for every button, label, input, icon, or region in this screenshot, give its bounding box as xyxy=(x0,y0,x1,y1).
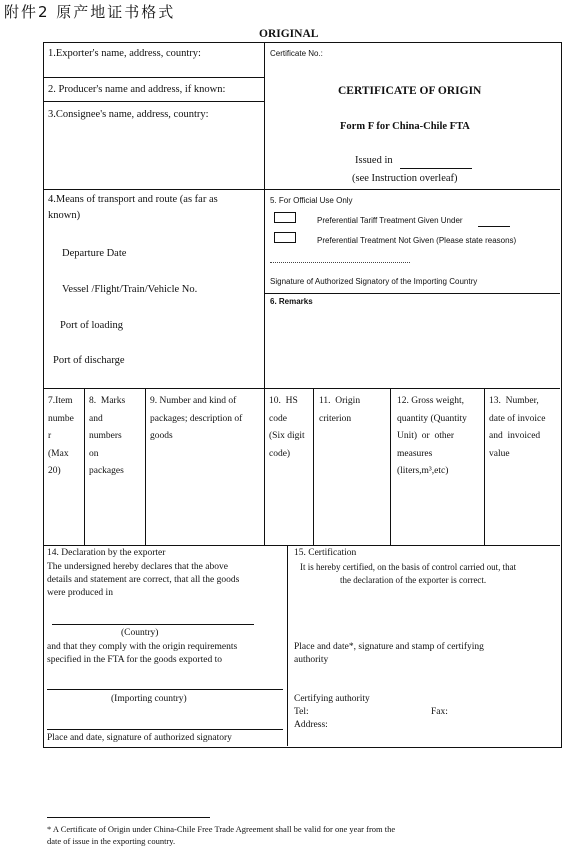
preferential-not-given-label: Preferential Treatment Not Given (Please state reasons) xyxy=(317,236,517,245)
departure-date-label: Departure Date xyxy=(62,248,127,259)
certifying-authority-label: Certifying authority xyxy=(294,694,370,704)
box14-text-line4: and that they comply with the origin requirements xyxy=(47,642,238,652)
box15-place-date-line1: Place and date*, signature and stamp of certifying xyxy=(294,642,484,652)
certificate-subtitle: Form F for China-Chile FTA xyxy=(340,121,470,132)
preferential-given-label: Preferential Tariff Treatment Given Under xyxy=(317,216,463,225)
box15-text-line2: the declaration of the exporter is correct. xyxy=(340,575,487,585)
box3-consignee-label: 3.Consignee's name, address, country: xyxy=(48,109,209,120)
box4-transport-label-cont: known) xyxy=(48,210,81,221)
top-vertical-divider xyxy=(264,42,265,388)
column13-invoice: 13. Number, date of invoice and invoiced value xyxy=(489,396,546,459)
importing-signature-label: Signature of Authorized Signatory of the Importing Country xyxy=(270,277,478,286)
box14-text-line3: were produced in xyxy=(47,588,113,598)
exporter-place-date-label: Place and date, signature of authorized signatory xyxy=(47,733,232,743)
box15-certification-title: 15. Certification xyxy=(294,548,357,558)
box5-official-use-label: 5. For Official Use Only xyxy=(270,196,353,205)
fax-label: Fax: xyxy=(431,707,448,717)
certificate-no-label: Certificate No.: xyxy=(270,49,323,58)
certificate-title: CERTIFICATE OF ORIGIN xyxy=(338,85,482,97)
preferential-given-checkbox[interactable] xyxy=(274,212,296,223)
box6-remarks-label: 6. Remarks xyxy=(270,297,313,306)
box14-text-line2: details and statement are correct, that all the goods xyxy=(47,575,240,585)
footnote-line1: * A Certificate of Origin under China-Chile Free Trade Agreement shall be valid for one year from the xyxy=(47,824,396,834)
port-of-discharge-label: Port of discharge xyxy=(53,355,125,366)
footnote-line2: date of issue in the exporting country. xyxy=(47,836,176,846)
column10-hs-code: 10. HS code (Six digit code) xyxy=(269,396,305,459)
box1-exporter-label: 1.Exporter's name, address, country: xyxy=(48,48,201,59)
column12-gross-weight: 12. Gross weight, quantity (Quantity Unit) or other measures (liters,m³,etc) xyxy=(397,396,467,476)
address-label: Address: xyxy=(294,720,328,730)
column9-description: 9. Number and kind of packages; description of goods xyxy=(150,396,243,441)
box14-text-line1: The undersigned hereby declares that the above xyxy=(47,562,228,572)
box14-text-line5: specified in the FTA for the goods exported to xyxy=(47,655,222,665)
port-of-loading-label: Port of loading xyxy=(60,320,123,331)
preferential-not-given-checkbox[interactable] xyxy=(274,232,296,243)
issued-in-label: Issued in xyxy=(355,155,393,166)
original-label: ORIGINAL xyxy=(259,28,319,40)
tel-label: Tel: xyxy=(294,707,309,717)
attachment-label: 附件2 原产地证书格式 xyxy=(4,3,176,21)
country-label: (Country) xyxy=(121,628,159,638)
footnote-rule xyxy=(47,817,210,818)
box14-declaration-title: 14. Declaration by the exporter xyxy=(47,548,166,558)
importing-country-label: (Importing country) xyxy=(111,694,187,704)
see-instruction-label: (see Instruction overleaf) xyxy=(352,173,458,184)
country-field-line xyxy=(52,624,254,625)
signatory-field-line xyxy=(47,729,283,730)
signature-dotted-line xyxy=(270,262,410,263)
column11-origin-criterion: 11. Origin criterion xyxy=(319,396,361,424)
issued-in-field xyxy=(400,168,472,169)
column8-marks-numbers: 8. Marks and numbers on packages xyxy=(89,396,126,476)
box15-place-date-line2: authority xyxy=(294,655,329,665)
column7-item-number: 7.Item numbe r (Max 20) xyxy=(48,396,74,476)
box2-producer-label: 2. Producer's name and address, if known: xyxy=(48,84,226,95)
box15-text-line1: It is hereby certified, on the basis of control carried out, that xyxy=(300,562,517,572)
vessel-label: Vessel /Flight/Train/Vehicle No. xyxy=(62,284,198,295)
box4-transport-label: 4.Means of transport and route (as far as xyxy=(48,194,218,205)
importing-country-field-line xyxy=(47,689,283,690)
